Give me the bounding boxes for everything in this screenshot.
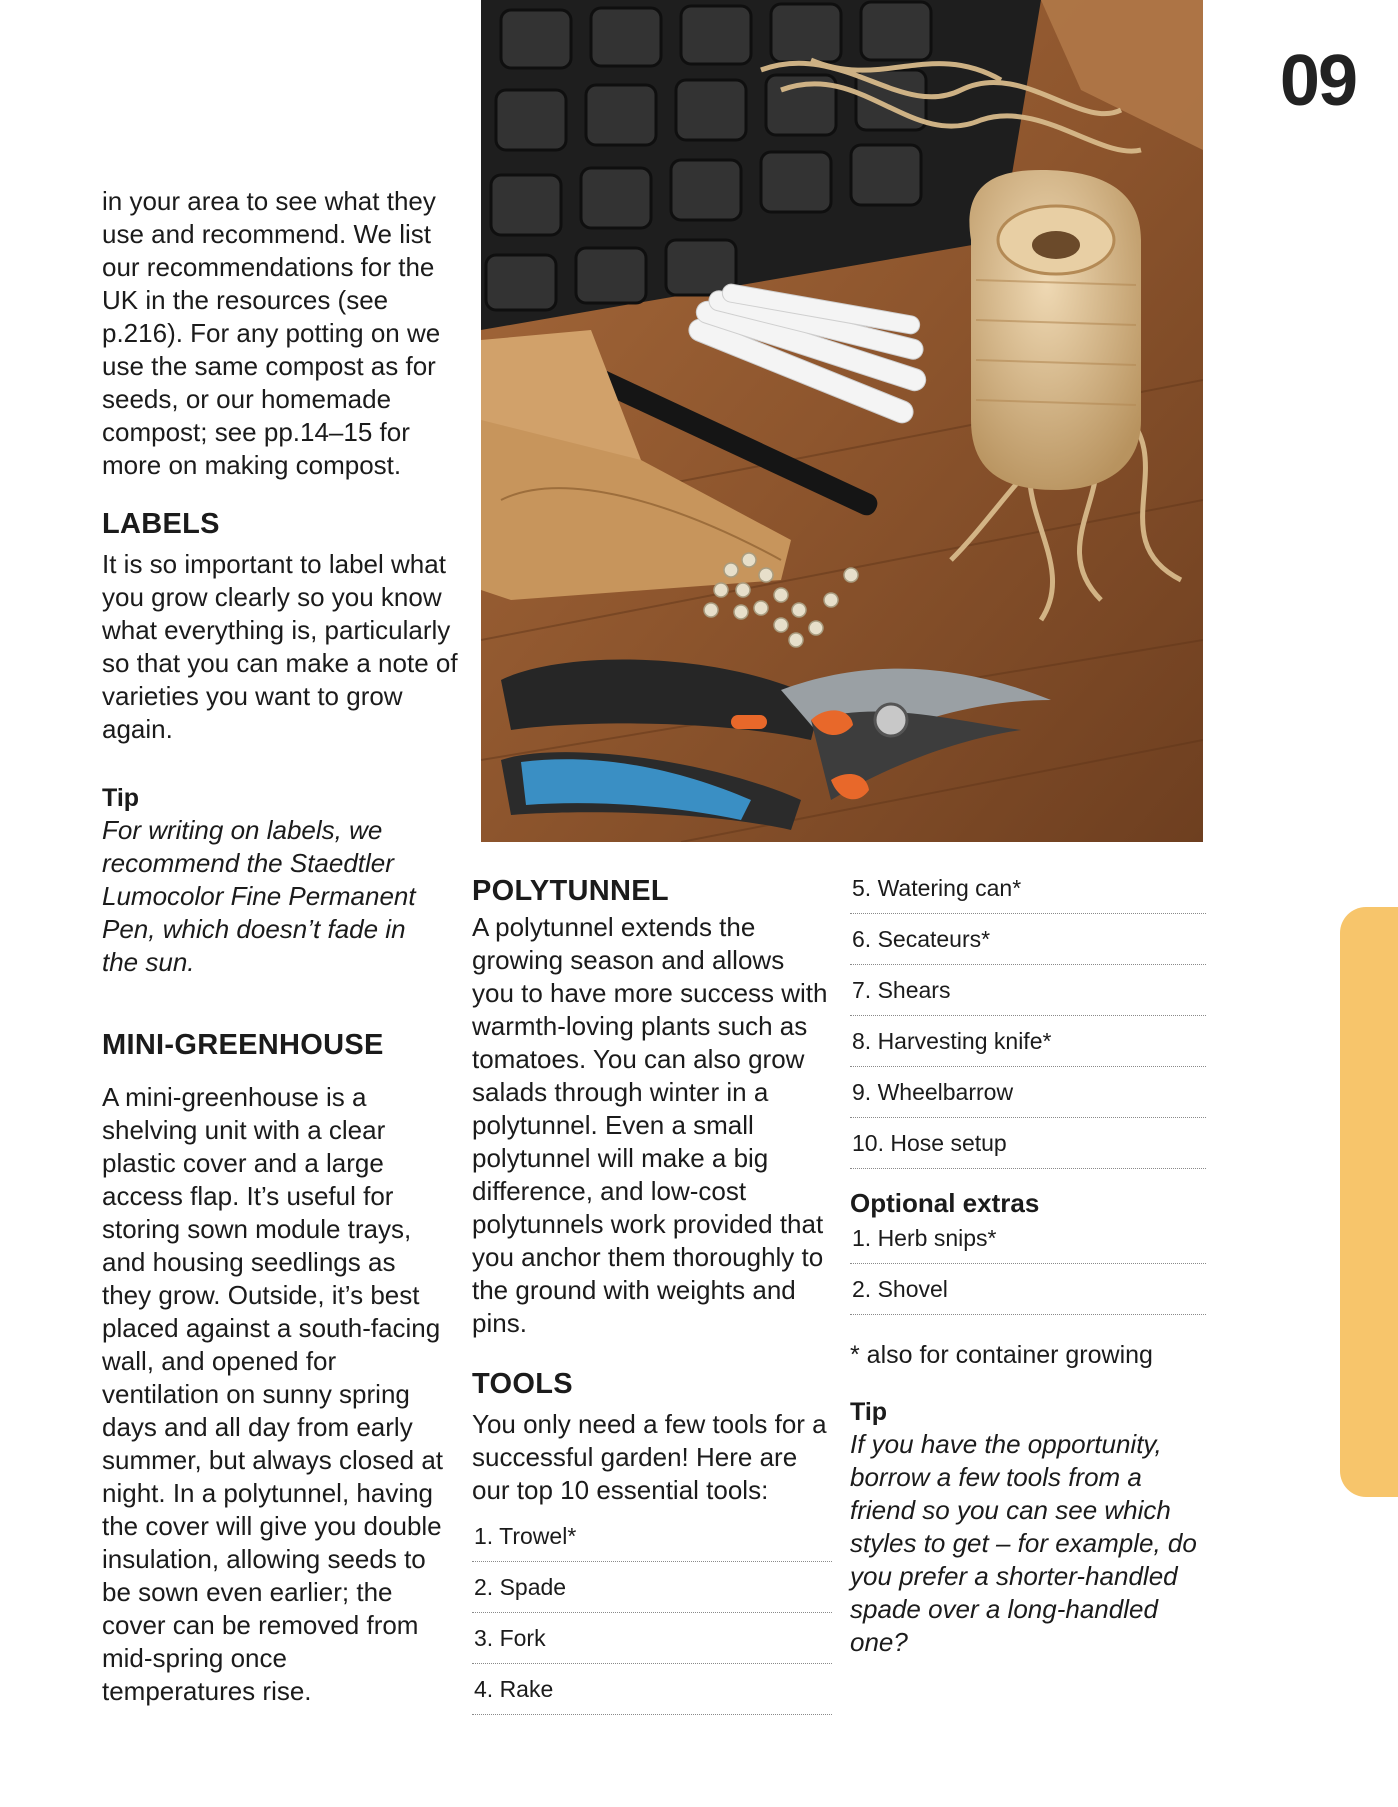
right-column <box>850 873 1206 1659</box>
supplies-photo <box>481 0 1203 842</box>
mini-greenhouse-body: A mini-greenhouse is a shelving unit with a clear plastic cover and a large access flap. It’s useful for storing sown module trays, and housing seedlings as they grow. Outside, it’s best placed against a south-facing wall, and opened for ventilation on sunny spring days and all day from early summer, but always closed at night. In a polytunnel, having the cover will give you double insulation, allowing seeds to be sown even earlier; the cover can be removed from mid-spring once temperatures rise. <box>102 1082 444 1706</box>
list-item: 5. Watering can* <box>850 863 1206 914</box>
twine-spool <box>969 170 1141 490</box>
list-item: 2. Shovel <box>850 1264 1206 1315</box>
list-item: 7. Shears <box>850 965 1206 1016</box>
tools-heading: TOOLS <box>472 1368 573 1400</box>
tools-tip-text: If you have the opportunity, borrow a few tools from a friend so you can see which styles to get – for example, do you prefer a shorter-handled spade over a long-handled one? <box>850 1429 1197 1657</box>
polytunnel-heading: POLYTUNNEL <box>472 875 669 907</box>
labels-tip-label: Tip <box>102 784 140 812</box>
labels-heading: LABELS <box>102 508 220 540</box>
mini-greenhouse-heading: MINI-GREENHOUSE <box>102 1029 384 1061</box>
intro-paragraph: in your area to see what they use and recommend. We list our recommendations for the UK in the resources (see p.216). For any potting on we use the same compost as for seeds, or our homemade compost; see pp.14–15 for more on making compost. <box>102 186 441 480</box>
labels-tip-text: For writing on labels, we recommend the Staedtler Lumocolor Fine Permanent Pen, which doesn’t fade in the sun. <box>102 815 416 977</box>
list-item: 1. Trowel* <box>472 1511 832 1562</box>
tools-intro: You only need a few tools for a successful garden! Here are our top 10 essential tools: <box>472 1409 827 1505</box>
list-item: 3. Fork <box>472 1613 832 1664</box>
labels-body: It is so important to label what you grow clearly so you know what everything is, particularly so that you can make a note of varieties you want to grow again. <box>102 549 458 744</box>
list-item: 10. Hose setup <box>850 1118 1206 1169</box>
footnote: * also for container growing <box>850 1341 1153 1369</box>
chapter-side-tab <box>1340 907 1398 1497</box>
optional-extras-list <box>850 1213 1206 1315</box>
tools-list-part1 <box>472 1511 832 1715</box>
page-number: 09 <box>1279 41 1356 121</box>
optional-extras-heading: Optional extras <box>850 1188 1040 1218</box>
list-item: 2. Spade <box>472 1562 832 1613</box>
tools-list-part2 <box>850 863 1206 1169</box>
list-item: 4. Rake <box>472 1664 832 1715</box>
list-item: 1. Herb snips* <box>850 1213 1206 1264</box>
middle-column <box>472 873 832 1715</box>
list-item: 9. Wheelbarrow <box>850 1067 1206 1118</box>
list-item: 6. Secateurs* <box>850 914 1206 965</box>
left-column <box>102 185 468 1708</box>
list-item: 8. Harvesting knife* <box>850 1016 1206 1067</box>
polytunnel-body: A polytunnel extends the growing season and allows you to have more success with warmth-loving plants such as tomatoes. You can also grow salads through winter in a polytunnel. Even a small polytunnel will make a big difference, and low-cost polytunnels work provided that you anchor them thoroughly to the ground with weights and pins. <box>472 912 828 1338</box>
tools-tip-label: Tip <box>850 1398 888 1426</box>
